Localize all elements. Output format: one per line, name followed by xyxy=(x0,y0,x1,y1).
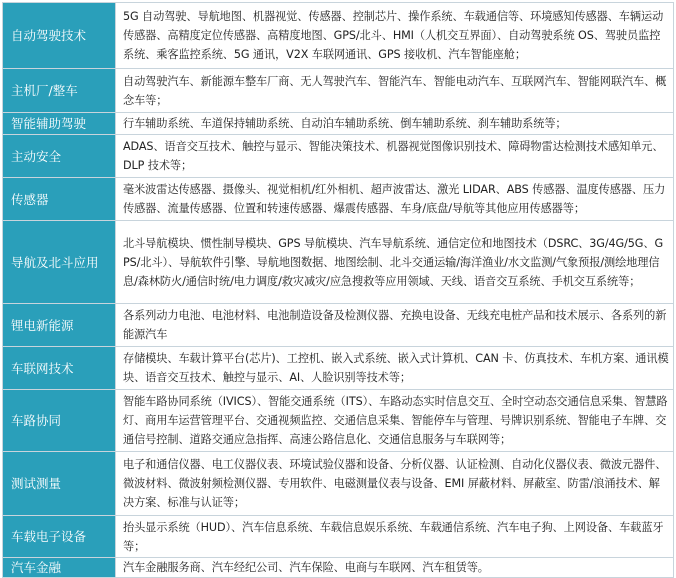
category-cell: 车联网技术 xyxy=(3,347,116,390)
description-cell: 抬头显示系统（HUD）、汽车信息系统、车载信息娱乐系统、车载通信系统、汽车电子狗、上网设备、车载蓝牙等； xyxy=(116,516,674,558)
table-row xyxy=(3,3,674,69)
table-row xyxy=(3,347,674,390)
description-cell: 电子和通信仪器、电工仪器仪表、环境试验仪器和设备、分析仪器、认证检测、自动化仪器仪表、微波元器件、微波材料、微波射频检测仪器、专用软件、电磁测量仪表与设备、EMI 屏蔽材料、屏蔽室、防雷/浪涌技术、解决方案、标准与认证等； xyxy=(116,452,674,516)
description-cell: ADAS、语音交互技术、触控与显示、智能决策技术、机器视觉图像识别技术、障碍物雷达检测技术感知单元、DLP 技术等； xyxy=(116,135,674,178)
category-cell: 导航及北斗应用 xyxy=(3,221,116,304)
category-cell: 智能辅助驾驶 xyxy=(3,113,116,135)
category-cell: 车路协同 xyxy=(3,390,116,452)
description-cell: 汽车金融服务商、汽车经纪公司、汽车保险、电商与车联网、汽车租赁等。 xyxy=(116,558,674,578)
table-row xyxy=(3,516,674,558)
category-cell: 汽车金融 xyxy=(3,558,116,578)
table-row xyxy=(3,221,674,304)
table-row xyxy=(3,178,674,221)
category-cell: 主机厂/整车 xyxy=(3,69,116,113)
description-cell: 自动驾驶汽车、新能源车整车厂商、无人驾驶汽车、智能汽车、智能电动汽车、互联网汽车、智能网联汽车、概念车等； xyxy=(116,69,674,113)
description-cell: 北斗导航模块、惯性制导模块、GPS 导航模块、汽车导航系统、通信定位和地图技术（DSRC、3G/4G/5G、GPS/北斗）、导航软件引擎、导航地图数据、地图绘制、北斗交通运输/海洋渔业/水文监测/气象预报/测绘地理信息/森林防火/通信时统/电力调度/救灾减灾/应急搜救等应用领域、天线、语音交互系统、手机交互系统等； xyxy=(116,221,674,304)
table-row xyxy=(3,113,674,135)
description-cell: 行车辅助系统、车道保持辅助系统、自动泊车辅助系统、倒车辅助系统、刹车辅助系统等； xyxy=(116,113,674,135)
description-cell: 各系列动力电池、电池材料、电池制造设备及检测仪器、充换电设备、无线充电桩产品和技术展示、各系列的新能源汽车 xyxy=(116,304,674,347)
description-cell: 智能车路协同系统（IVICS）、智能交通系统（ITS）、车路动态实时信息交互、全时空动态交通信息采集、智慧路灯、商用车运营管理平台、交通视频监控、交通信息采集、智能停车与管理、号牌识别系统、智能电子车牌、交通信号控制、道路交通应急指挥、高速公路信息化、交通信息服务与车联网等； xyxy=(116,390,674,452)
description-cell: 5G 自动驾驶、导航地图、机器视觉、传感器、控制芯片、操作系统、车载通信等、环境感知传感器、车辆运动传感器、高精度定位传感器、高精度地图、GPS/北斗、HMI（人机交互界面）、自动驾驶系统 OS、驾驶员监控系统、乘客监控系统、5G 通讯，V2X 车联网通讯、GPS 接收机、汽车智能座舱； xyxy=(116,3,674,69)
category-cell: 主动安全 xyxy=(3,135,116,178)
table-row xyxy=(3,135,674,178)
exhibit-category-table xyxy=(2,2,674,578)
category-cell: 车载电子设备 xyxy=(3,516,116,558)
table-row xyxy=(3,69,674,113)
category-cell: 测试测量 xyxy=(3,452,116,516)
table-row xyxy=(3,390,674,452)
table-row xyxy=(3,558,674,578)
category-cell: 传感器 xyxy=(3,178,116,221)
description-cell: 存储模块、车载计算平台(芯片)、工控机、嵌入式系统、嵌入式计算机、CAN 卡、仿真技术、车机方案、通讯模块、语音交互技术、触控与显示、AI、人脸识别等技术等； xyxy=(116,347,674,390)
table-row xyxy=(3,304,674,347)
table-row xyxy=(3,452,674,516)
category-cell: 自动驾驶技术 xyxy=(3,3,116,69)
description-cell: 毫米波雷达传感器、摄像头、视觉相机/红外相机、超声波雷达、激光 LIDAR、ABS 传感器、温度传感器、压力传感器、流量传感器、位置和转速传感器、爆震传感器、车身/底盘/导航等其他应用传感器等； xyxy=(116,178,674,221)
category-cell: 锂电新能源 xyxy=(3,304,116,347)
